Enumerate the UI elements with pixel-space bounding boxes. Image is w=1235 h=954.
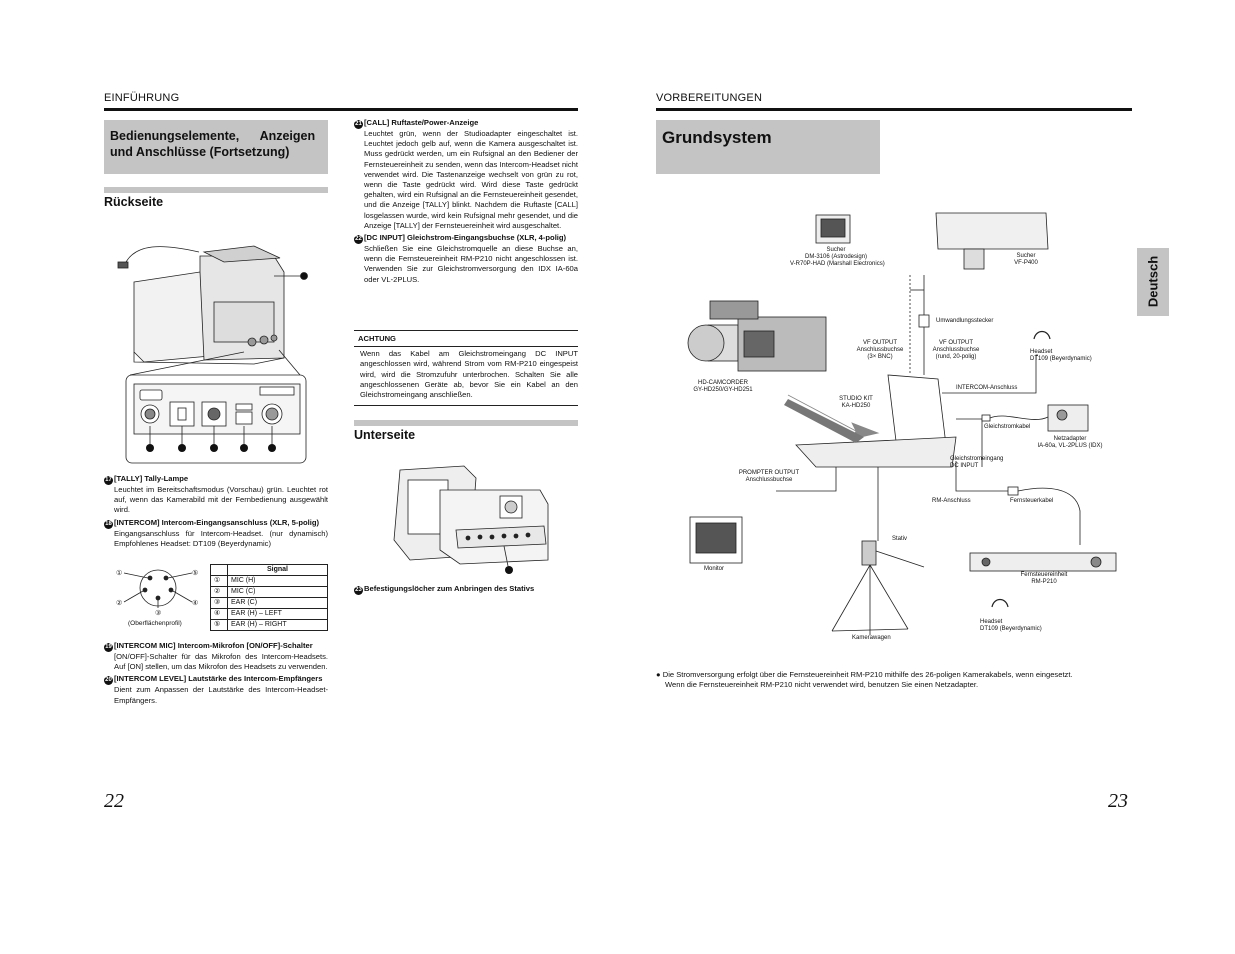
svg-text:③: ③ bbox=[155, 610, 162, 617]
signal-row: ② MIC (C) bbox=[211, 587, 328, 598]
signal-table-header: Signal bbox=[211, 565, 328, 576]
footnote-line2: Wenn die Fernsteuereinheit RM-P210 nicht verwendet wird, benutzen Sie einen Netzadapter. bbox=[665, 680, 979, 690]
svg-text:⑤: ⑤ bbox=[192, 570, 199, 577]
rear-panel-illustration bbox=[104, 232, 328, 464]
caution-text: Wenn das Kabel am Gleichstromeingang DC INPUT angeschlossen wird, während Strom vom RM-P210 eingespeist wird, wird die Stromzufuhr unterbrochen. Schalten Sie alle angeschlossenen Geräte ab, bevor Sie ein Kabel an den Gleichstromeingang anschließen. bbox=[360, 349, 578, 400]
item-23-title: 23 Befestigungslöcher zum Anbringen des Stativs bbox=[355, 584, 535, 593]
label-netzadapter: Netzadapter IA-60a, VL-2PLUS (IDX) bbox=[1037, 436, 1103, 449]
label-gleichstromkabel: Gleichstromkabel bbox=[984, 424, 1031, 430]
svg-text:④: ④ bbox=[192, 600, 199, 607]
left-section-title-box bbox=[104, 120, 328, 174]
xlr-connector-diagram bbox=[112, 564, 204, 626]
label-studio-kit: STUDIO KIT KA-HD250 bbox=[839, 396, 873, 409]
right-page-number: 23 bbox=[1108, 790, 1128, 812]
item-21-number: 21 bbox=[355, 121, 362, 127]
label-rm-anschluss: RM-Anschluss bbox=[932, 498, 971, 504]
bullet-icon: ● bbox=[656, 670, 661, 679]
studio-kit bbox=[888, 375, 946, 445]
item-18-text: Eingangsanschluss für Intercom-Headset. (nur dynamisch) Empfohlenes Headset: DT109 (Beyerdynamic) bbox=[114, 528, 328, 548]
label-umwandlungsstecker: Umwandlungsstecker bbox=[936, 318, 994, 324]
label-fernsteuerkabel: Fernsteuerkabel bbox=[1010, 498, 1054, 504]
svg-text:①: ① bbox=[116, 570, 123, 577]
label-sucher1: Sucher DM-3106 (Astrodesign) V-R70P-HAD (Marshall Electronics) bbox=[790, 247, 885, 267]
right-header-rule bbox=[656, 108, 1132, 111]
left-title-line2: und Anschlüsse (Fortsetzung) bbox=[110, 145, 290, 159]
left-items-top bbox=[104, 474, 328, 549]
left-page-number: 22 bbox=[104, 790, 124, 812]
unterseite-heading: Unterseite bbox=[354, 428, 416, 442]
label-intercom: INTERCOM-Anschluss bbox=[956, 385, 1018, 391]
item-21-title: 21 [CALL] Ruftaste/Power-Anzeige bbox=[355, 118, 479, 127]
rueckseite-heading: Rückseite bbox=[104, 195, 164, 209]
item-19-title: 19 [INTERCOM MIC] Intercom-Mikrofon [ON/OFF]-Schalter bbox=[105, 641, 313, 650]
language-tab-label: Deutsch bbox=[1145, 255, 1161, 308]
footnote-line1: Die Stromversorgung erfolgt über die Fernsteuereinheit RM-P210 mithilfe des 26-poligen Kamerakabels, wenn eingesetzt. bbox=[662, 670, 1073, 679]
middle-items bbox=[354, 118, 578, 285]
left-page-header: EINFÜHRUNG bbox=[104, 92, 180, 104]
footnote bbox=[656, 670, 1132, 690]
label-stativ: Stativ bbox=[892, 536, 908, 542]
viewfinder-vfp400 bbox=[936, 213, 1048, 249]
svg-text:②: ② bbox=[116, 600, 123, 607]
unterseite-bar bbox=[354, 420, 578, 426]
right-section-title-box bbox=[656, 120, 880, 174]
item-17-title: 17 [TALLY] Tally-Lampe bbox=[105, 474, 189, 483]
item-17-text: Leuchtet im Bereitschaftsmodus (Vorschau) grün. Leuchtet rot auf, wenn das Kamerabild mit der Fernbedienung ausgewählt wird. bbox=[114, 485, 328, 515]
item-20-text: Dient zum Anpassen der Lautstärke des Intercom-Headset-Empfängers. bbox=[114, 685, 328, 705]
item-23-number: 23 bbox=[355, 587, 362, 593]
label-monitor: Monitor bbox=[704, 566, 725, 572]
item-22-title: 22 [DC INPUT] Gleichstrom-Eingangsbuchse (XLR, 4-polig) bbox=[355, 233, 567, 243]
item-19-text: [ON/OFF]-Schalter für das Mikrofon des Intercom-Headsets. Auf [ON] stellen, um das Mikrofon des Headsets zu verwenden. bbox=[114, 652, 328, 672]
label-kamerawagen: Kamerawagen bbox=[852, 635, 891, 641]
right-page-title: Grundsystem bbox=[662, 128, 772, 147]
bottom-view-illustration bbox=[380, 460, 552, 580]
left-header-rule bbox=[104, 108, 578, 111]
label-vf-20pin: VF OUTPUT Anschlussbuchse (rund, 20-polig) bbox=[932, 340, 980, 360]
label-headset1: Headset DT109 (Beyerdynamic) bbox=[1030, 349, 1092, 362]
item-18-number: 18 bbox=[105, 520, 112, 527]
label-vf-bnc: VF OUTPUT Anschlussbuchse (3× BNC) bbox=[856, 340, 904, 360]
label-sucher2: Sucher VF-P400 bbox=[1014, 253, 1038, 266]
rueckseite-bar bbox=[104, 187, 328, 193]
label-headset2: Headset DT109 (Beyerdynamic) bbox=[980, 619, 1042, 632]
right-page-header: VORBEREITUNGEN bbox=[656, 92, 763, 104]
signal-row: ① MIC (H) bbox=[211, 576, 328, 587]
item-20-title: 20 [INTERCOM LEVEL] Lautstärke des Intercom-Empfängers bbox=[105, 674, 323, 684]
language-tab bbox=[1137, 248, 1169, 316]
label-camcorder: HD-CAMCORDER GY-HD250/GY-HD251 bbox=[693, 380, 753, 393]
signal-table bbox=[210, 564, 328, 631]
left-items-bottom bbox=[104, 641, 328, 706]
label-dc-input: Gleichstromeingang DC INPUT bbox=[950, 456, 1004, 469]
signal-row: ③ EAR (C) bbox=[211, 598, 328, 609]
item-22-text: Schließen Sie eine Gleichstromquelle an diese Buchse an, wenn die Fernsteuereinheit RM-P210 nicht angeschlossen ist. Verwenden Sie zur Gleichstromversorgung den IDX IA-60a oder VL-2PLUS. bbox=[364, 244, 578, 284]
stativ bbox=[862, 541, 876, 565]
item-21-text: Leuchtet grün, wenn der Studioadapter eingeschaltet ist. Leuchtet jedoch gelb auf, wenn die Kamera ausgeschaltet ist. Muss gedrückt werden, um ein Rufsignal an den Bediener der Fernsteuereinheit zu senden, wenn das Intercom-Headset nicht verwendet wird. Die Tastenanzeige wechselt von grün zu rot, wenn die Taste gedrückt wird. Wird diese Taste gedrückt gehalten, wird ein Rufsignal an die Fernsteuereinheit gesendet, und die Anzeige [TALLY] blinkt. Nachdem die Ruftaste [CALL] losgelassen wurde, wird kein Rufsignal mehr gesendet, und die Anzeige [TALLY] der Fernsteuereinheit wird ausgeschaltet. bbox=[364, 129, 578, 230]
item-17-number: 17 bbox=[105, 477, 112, 483]
signal-row: ④ EAR (H) – LEFT bbox=[211, 609, 328, 620]
signal-row: ⑤ EAR (H) – RIGHT bbox=[211, 620, 328, 631]
connector-caption: (Oberflächenprofil) bbox=[128, 620, 182, 627]
netzadapter bbox=[1048, 405, 1088, 431]
item-20-number: 20 bbox=[105, 677, 112, 684]
label-prompter: PROMPTER OUTPUT Anschlussbuchse bbox=[738, 470, 800, 483]
item-22-number: 22 bbox=[355, 236, 362, 243]
left-title-line1: Bedienungselemente, Anzeigen bbox=[110, 129, 316, 143]
item-19-number: 19 bbox=[105, 644, 112, 650]
label-fernsteuereinheit: Fernsteuereinheit RM-P210 bbox=[1020, 572, 1068, 585]
caution-title: ACHTUNG bbox=[354, 334, 578, 347]
caution-box bbox=[354, 330, 578, 406]
item-18-title: 18 [INTERCOM] Intercom-Eingangsanschluss (XLR, 5-polig) bbox=[105, 517, 320, 527]
